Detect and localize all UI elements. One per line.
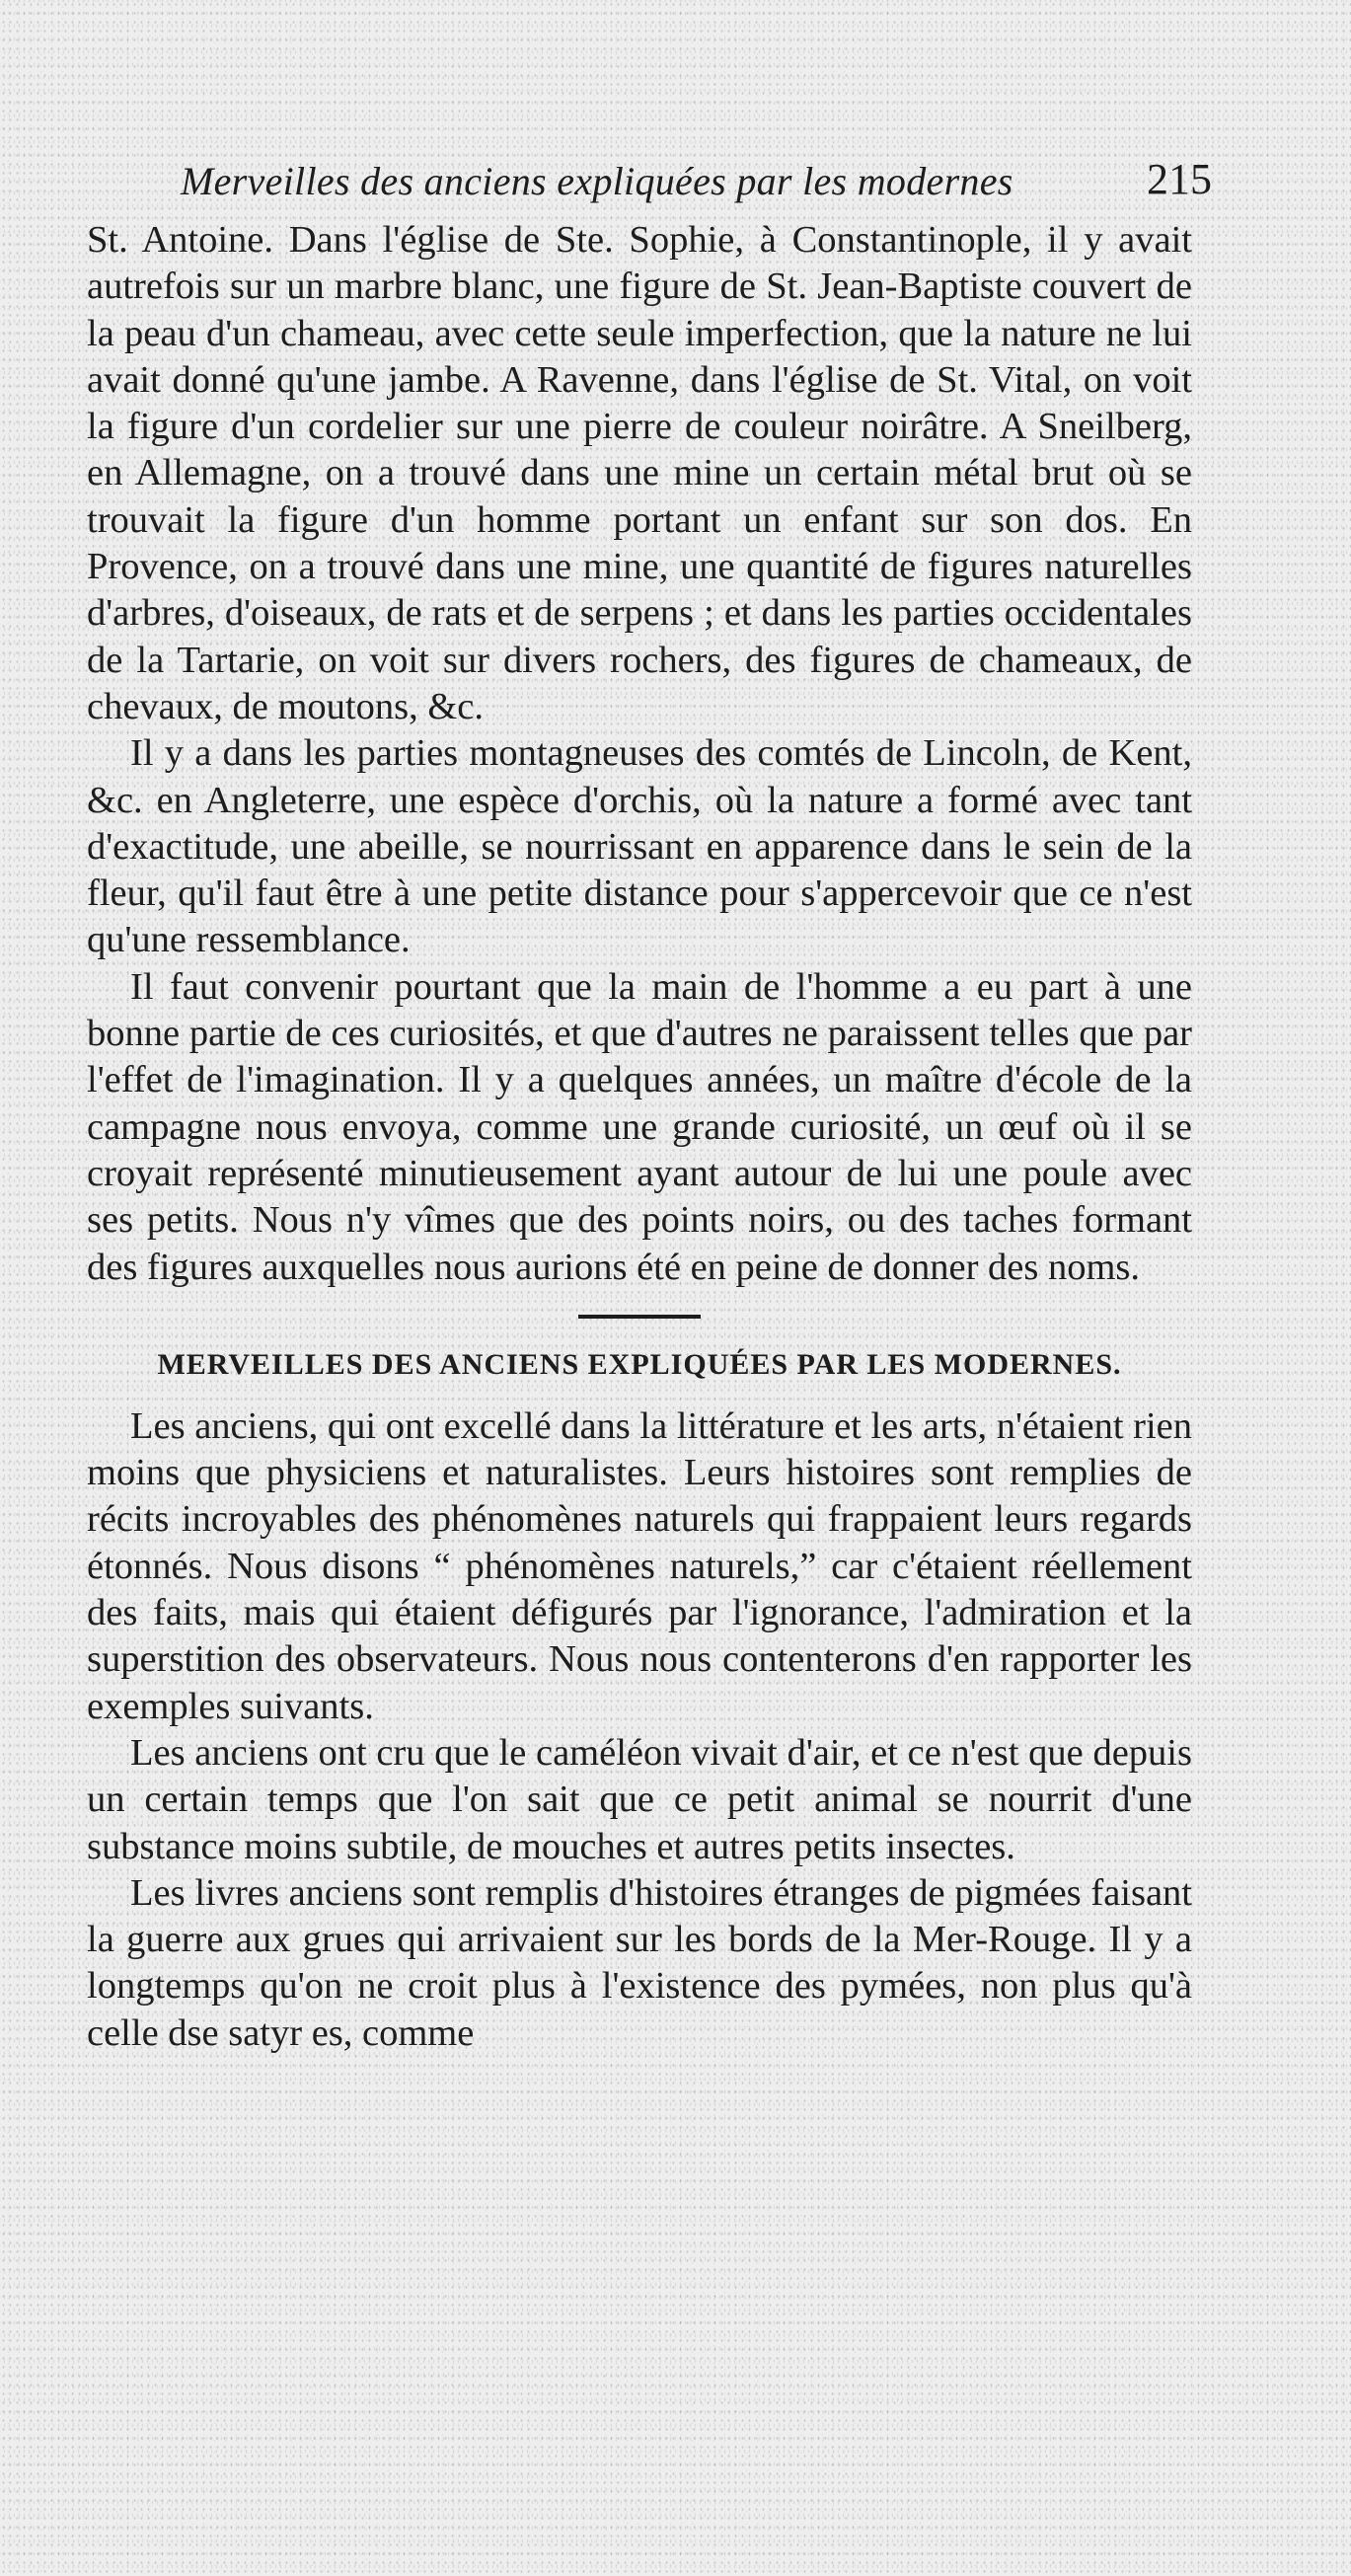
- paragraph-cameleon: Les anciens ont cru que le caméléon vivait d'air, et ce n'est que depuis un certain temps que l'on sait que ce petit animal se nourrit d'une substance moins subtile, de mouches et autres petits insectes.: [87, 1731, 1192, 1867]
- paragraph-orchis: Il y a dans les parties montagneuses des comtés de Lincoln, de Kent, &c. en Angleterre, une espèce d'orchis, où la nature a formé avec tant d'exactitude, une abeille, se nourrissant en apparence dans le sein de la fleur, qu'il faut être à une petite distance pour s'appercevoir que ce n'est qu'une ressemblance.: [87, 732, 1192, 961]
- paragraph-pygmees: Les livres anciens sont remplis d'histoires étranges de pigmées faisant la guerre aux grues qui arrivaient sur les bords de la Mer-Rouge. Il y a longtemps qu'on ne croit plus à l'existence des pymées, non plus qu'à celle dse satyr es, comme: [87, 1871, 1192, 2054]
- paragraph-curiosities: Il faut convenir pourtant que la main de l'homme a eu part à une bonne partie de ces curiosités, et que d'autres ne paraissent telles que par l'effet de l'imagination. Il y a quelques années, un maître d'école de la campagne nous envoya, comme une grande curiosité, un œuf où il se croyait représenté minutieusement ayant autour de lui une poule avec ses petits. Nous n'y vîmes que des points noirs, ou des taches formant des figures auxquelles nous aurions été en peine de donner des noms.: [87, 965, 1192, 1288]
- section-two: [87, 1403, 1192, 2057]
- book-page: [87, 148, 1212, 2057]
- paragraph-anciens: Les anciens, qui ont excellé dans la littérature et les arts, n'étaient rien moins que physiciens et naturalistes. Leurs histoires sont remplies de récits incroyables des phénomènes naturels qui frappaient leurs regards étonnés. Nous disons “ phénomènes naturels,” car c'étaient réellement des faits, mais qui étaient défigurés par l'ignorance, l'admiration et la superstition des observateurs. Nous nous contenterons d'en rapporter les exemples suivants.: [87, 1404, 1192, 1727]
- section-heading: MERVEILLES DES ANCIENS EXPLIQUÉES PAR LES MODERNES.: [157, 1347, 1122, 1381]
- running-title: Merveilles des anciens expliquées par les modernes: [181, 159, 1013, 203]
- page-number: 215: [1147, 155, 1212, 203]
- section-one: [87, 217, 1192, 1291]
- section-divider: [578, 1315, 701, 1319]
- paragraph-continued: St. Antoine. Dans l'église de Ste. Sophie, à Constantinople, il y avait autrefois sur un marbre blanc, une figure de St. Jean-Baptiste couvert de la peau d'un chameau, avec cette seule imperfection, que la nature ne lui avait donné qu'une jambe. A Ravenne, dans l'église de St. Vital, on voit la figure d'un cordelier sur une pierre de couleur noirâtre. A Sneilberg, en Allemagne, on a trouvé dans une mine un certain métal brut où se trouvait la figure d'un homme portant un enfant sur son dos. En Provence, on a trouvé dans une mine, une quantité de figures naturelles d'arbres, d'oiseaux, de rats et de serpens ; et dans les parties occidentales de la Tartarie, on voit sur divers rochers, des figures de chameaux, de chevaux, de moutons, &c.: [87, 219, 1192, 727]
- running-head: [87, 148, 1212, 217]
